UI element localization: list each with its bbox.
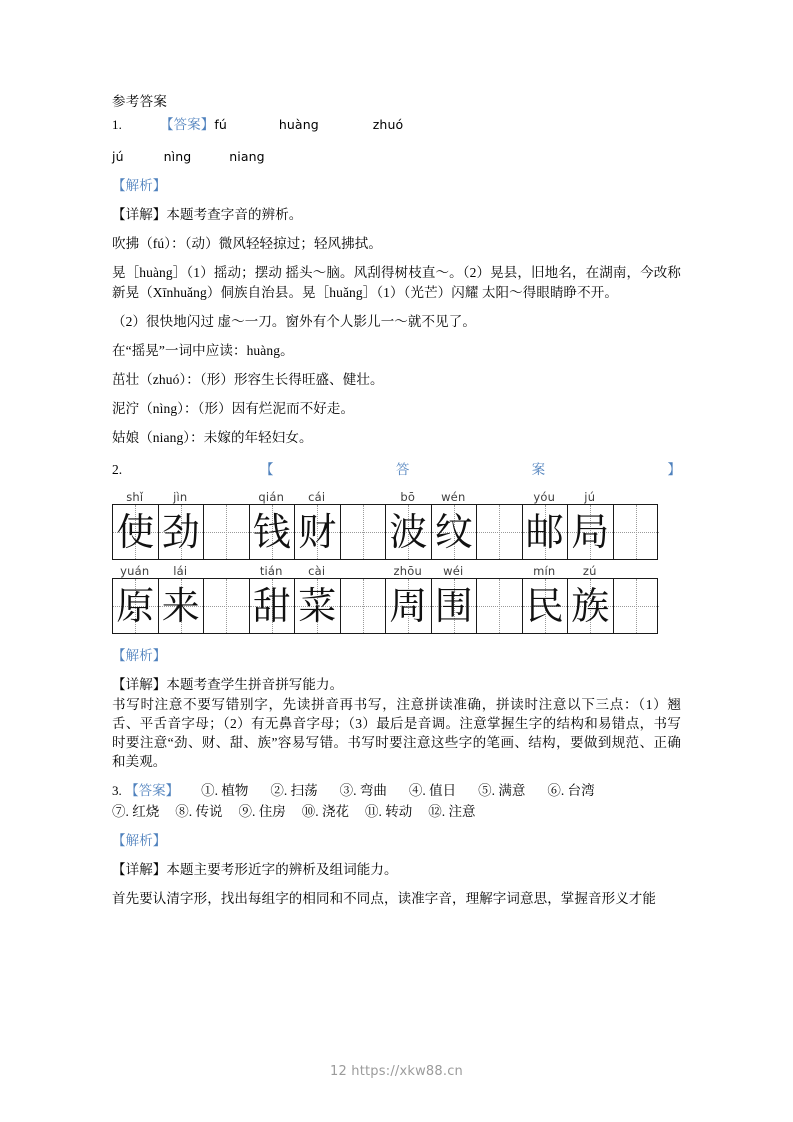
page-footer: 12 https://xkw88.cn <box>330 1064 463 1079</box>
answer-index: ②. <box>270 783 288 798</box>
pinyin-cell: cài <box>308 564 326 578</box>
pinyin-cell: mín <box>533 564 556 578</box>
pinyin-cell: wén <box>441 490 466 504</box>
item-3-explain-1: 首先要认清字形，找出每组字的相同和不同点，读准字音，理解字词意思，掌握音形义才能 <box>112 891 656 906</box>
answer-index: ⑤. <box>478 783 495 798</box>
answer-index: ⑩. <box>301 804 319 819</box>
item-3-detail-intro: 本题主要考形近字的辨析及组词能力。 <box>166 862 398 877</box>
answer-word: 满意 <box>498 783 526 798</box>
grid-cell[interactable] <box>432 505 478 559</box>
item-1-explain-2: 晃［huàng］（1）摇动；摆动 摇头～脑。风刮得树枝直～。（2）晃县，旧地名，在湖南，今改称新晃（Xīnhuǎng）侗族自治县。晃［huǎng］（1）（光芒）闪耀 太阳～得眼睛睁不开。 <box>112 265 681 300</box>
answer-label: 【答案】 <box>125 783 180 798</box>
item-2-explain-1: 书写时注意不要写错别字，先读拼音再书写，注意拼读准确，拼读时注意以下三点：（1）翘舌、平舌音字母；（2）有无鼻音字母；（3）最后是音调。注意掌握生字的结构和易错点，书写时要注意“劲、财、甜、族”容易写错。书写时要注意这些字的笔画、结构，要做到规范、正确和美观。 <box>112 697 681 769</box>
item-3-answer <box>270 780 317 801</box>
grid-cell[interactable] <box>523 579 569 633</box>
item-1-detail-intro: 本题考查字音的辨析。 <box>166 207 303 222</box>
item-3-answer <box>175 801 222 822</box>
item-3-answer-row-2 <box>112 801 681 822</box>
character-writing-grid <box>112 486 681 634</box>
grid-row-2-pinyin <box>112 560 658 578</box>
item-1-pinyin-6: niang <box>229 149 265 164</box>
item-3-answer <box>365 801 412 822</box>
grid-cell[interactable] <box>113 579 159 633</box>
item-3-answer <box>201 780 248 801</box>
grid-cell[interactable] <box>295 579 341 633</box>
item-3-answer-row-1 <box>112 780 681 801</box>
item-1-pinyin-2: huàng <box>278 117 319 132</box>
item-3-answer <box>112 801 159 822</box>
grid-cell[interactable] <box>568 505 614 559</box>
grid-char: 菜 <box>298 584 337 628</box>
grid-char: 来 <box>161 584 200 628</box>
grid-row-1-cells <box>112 504 658 560</box>
grid-cell[interactable] <box>568 579 614 633</box>
detail-label: 【详解】 <box>112 207 167 222</box>
grid-char: 围 <box>434 584 473 628</box>
item-1-explain-5: 茁壮（zhuó）：（形）形容生长得旺盛、健壮。 <box>112 372 384 387</box>
answer-index: ⑫. <box>428 804 446 819</box>
grid-cell[interactable] <box>250 579 296 633</box>
grid-row-1 <box>112 486 681 560</box>
answer-word: 植物 <box>221 783 249 798</box>
pinyin-cell: jìn <box>173 490 188 504</box>
grid-cell[interactable] <box>432 579 478 633</box>
item-2-detail-line <box>112 675 681 695</box>
answer-index: ⑥. <box>547 783 565 798</box>
grid-cell[interactable] <box>295 505 341 559</box>
pinyin-cell: cái <box>308 490 326 504</box>
answer-word: 传说 <box>195 804 223 819</box>
item-2-answer-line <box>112 460 681 480</box>
grid-cell[interactable] <box>477 505 523 559</box>
grid-cell[interactable] <box>523 505 569 559</box>
item-2-analysis-label: 【解析】 <box>112 648 167 663</box>
answer-word: 转动 <box>385 804 413 819</box>
item-1-explain-4: 在“摇晃”一词中应读：huàng。 <box>112 343 294 358</box>
answer-index: ④. <box>408 783 426 798</box>
grid-cell[interactable] <box>341 579 387 633</box>
answer-index: ⑪. <box>365 804 382 819</box>
grid-row-1-pinyin <box>112 486 658 504</box>
answer-char-1: 答 <box>395 462 410 477</box>
answer-index: ⑧. <box>175 804 193 819</box>
pinyin-cell: tián <box>259 564 283 578</box>
answer-word: 红烧 <box>132 804 160 819</box>
item-1-analysis-label: 【解析】 <box>112 178 167 193</box>
detail-label: 【详解】 <box>112 677 167 692</box>
grid-cell[interactable] <box>250 505 296 559</box>
item-3-analysis-label: 【解析】 <box>112 833 167 848</box>
page-title: 参考答案 <box>112 94 168 109</box>
item-3-number: 3. <box>112 783 122 798</box>
item-1-explain-1: 吹拂（fú）：（动）微风轻轻掠过；轻风拂拭。 <box>112 236 382 251</box>
answer-word: 浇花 <box>322 804 349 819</box>
answer-word: 弯曲 <box>359 783 387 798</box>
item-3-answer <box>428 801 475 822</box>
grid-char: 钱 <box>252 510 291 554</box>
answer-label: 【答案】 <box>159 117 215 132</box>
item-1-explain-3: （2）很快地闪过 虚～一刀。窗外有个人影儿一～就不见了。 <box>112 314 476 329</box>
item-1-number: 1. <box>112 117 122 132</box>
grid-cell[interactable] <box>204 579 250 633</box>
pinyin-cell: zú <box>582 564 597 578</box>
pinyin-cell: lái <box>173 564 188 578</box>
answer-index: ⑦. <box>112 804 129 819</box>
item-1-pinyin-3: zhuó <box>372 117 404 132</box>
grid-char: 使 <box>116 510 155 554</box>
pinyin-cell: zhōu <box>393 564 422 578</box>
grid-char: 波 <box>389 510 428 554</box>
grid-cell[interactable] <box>113 505 159 559</box>
answer-index: ①. <box>201 783 218 798</box>
bracket-close: 】 <box>667 462 681 477</box>
item-3-answer <box>478 780 525 801</box>
grid-char: 财 <box>298 510 337 554</box>
grid-cell[interactable] <box>204 505 250 559</box>
grid-char: 纹 <box>434 510 473 554</box>
answer-word: 注意 <box>448 804 476 819</box>
pinyin-cell: yóu <box>533 490 556 504</box>
grid-row-2 <box>112 560 681 634</box>
answer-index: ⑨. <box>238 804 256 819</box>
grid-char: 周 <box>389 584 428 628</box>
item-1-explain-6: 泥泞（nìng）：（形）因有烂泥而不好走。 <box>112 401 355 416</box>
grid-char: 劲 <box>161 510 200 554</box>
answer-word: 扫荡 <box>290 783 318 798</box>
item-3-answer <box>340 780 387 801</box>
grid-cell[interactable] <box>477 579 523 633</box>
answer-index: ③. <box>339 783 357 798</box>
item-1-explain-7: 姑娘（niang）：未嫁的年轻妇女。 <box>112 430 313 445</box>
item-3-answer <box>547 780 594 801</box>
item-1-pinyin-1: fú <box>214 117 227 132</box>
item-1-answer-line <box>112 115 681 135</box>
item-1-pinyin-5: nìng <box>163 149 192 164</box>
item-3-answer <box>409 780 456 801</box>
grid-cell[interactable] <box>159 579 205 633</box>
grid-char: 民 <box>525 584 564 628</box>
grid-cell[interactable] <box>159 505 205 559</box>
detail-label: 【详解】 <box>112 862 167 877</box>
grid-cell[interactable] <box>386 579 432 633</box>
item-1-answer-line-2 <box>112 147 681 167</box>
grid-cell[interactable] <box>341 505 387 559</box>
grid-char: 原 <box>116 584 155 628</box>
item-2-detail-intro: 本题考查学生拼音拼写能力。 <box>166 677 344 692</box>
pinyin-cell: yuán <box>120 564 150 578</box>
item-3-answer <box>302 801 349 822</box>
pinyin-cell: jú <box>584 490 596 504</box>
item-2-answer-label-spread <box>138 460 681 480</box>
item-1-pinyin-4: jú <box>112 149 124 164</box>
grid-char: 局 <box>571 510 610 554</box>
answer-char-2: 案 <box>531 462 546 477</box>
pinyin-cell: wéi <box>443 564 464 578</box>
pinyin-cell: shǐ <box>126 490 144 504</box>
grid-row-2-cells <box>112 578 658 634</box>
grid-cell[interactable] <box>614 505 660 559</box>
grid-char: 族 <box>571 584 610 628</box>
grid-cell[interactable] <box>614 579 660 633</box>
item-3-answer <box>239 801 286 822</box>
answer-word: 台湾 <box>567 783 595 798</box>
pinyin-cell: qián <box>258 490 285 504</box>
grid-char: 邮 <box>525 510 564 554</box>
grid-cell[interactable] <box>386 505 432 559</box>
item-1-detail-line <box>112 205 681 225</box>
item-2-number: 2. <box>112 462 123 477</box>
item-3-detail-line <box>112 860 681 880</box>
pinyin-cell: bō <box>400 490 416 504</box>
bracket-open: 【 <box>260 462 274 477</box>
answer-word: 值日 <box>429 783 457 798</box>
grid-char: 甜 <box>252 584 291 628</box>
answer-word: 住房 <box>258 804 286 819</box>
